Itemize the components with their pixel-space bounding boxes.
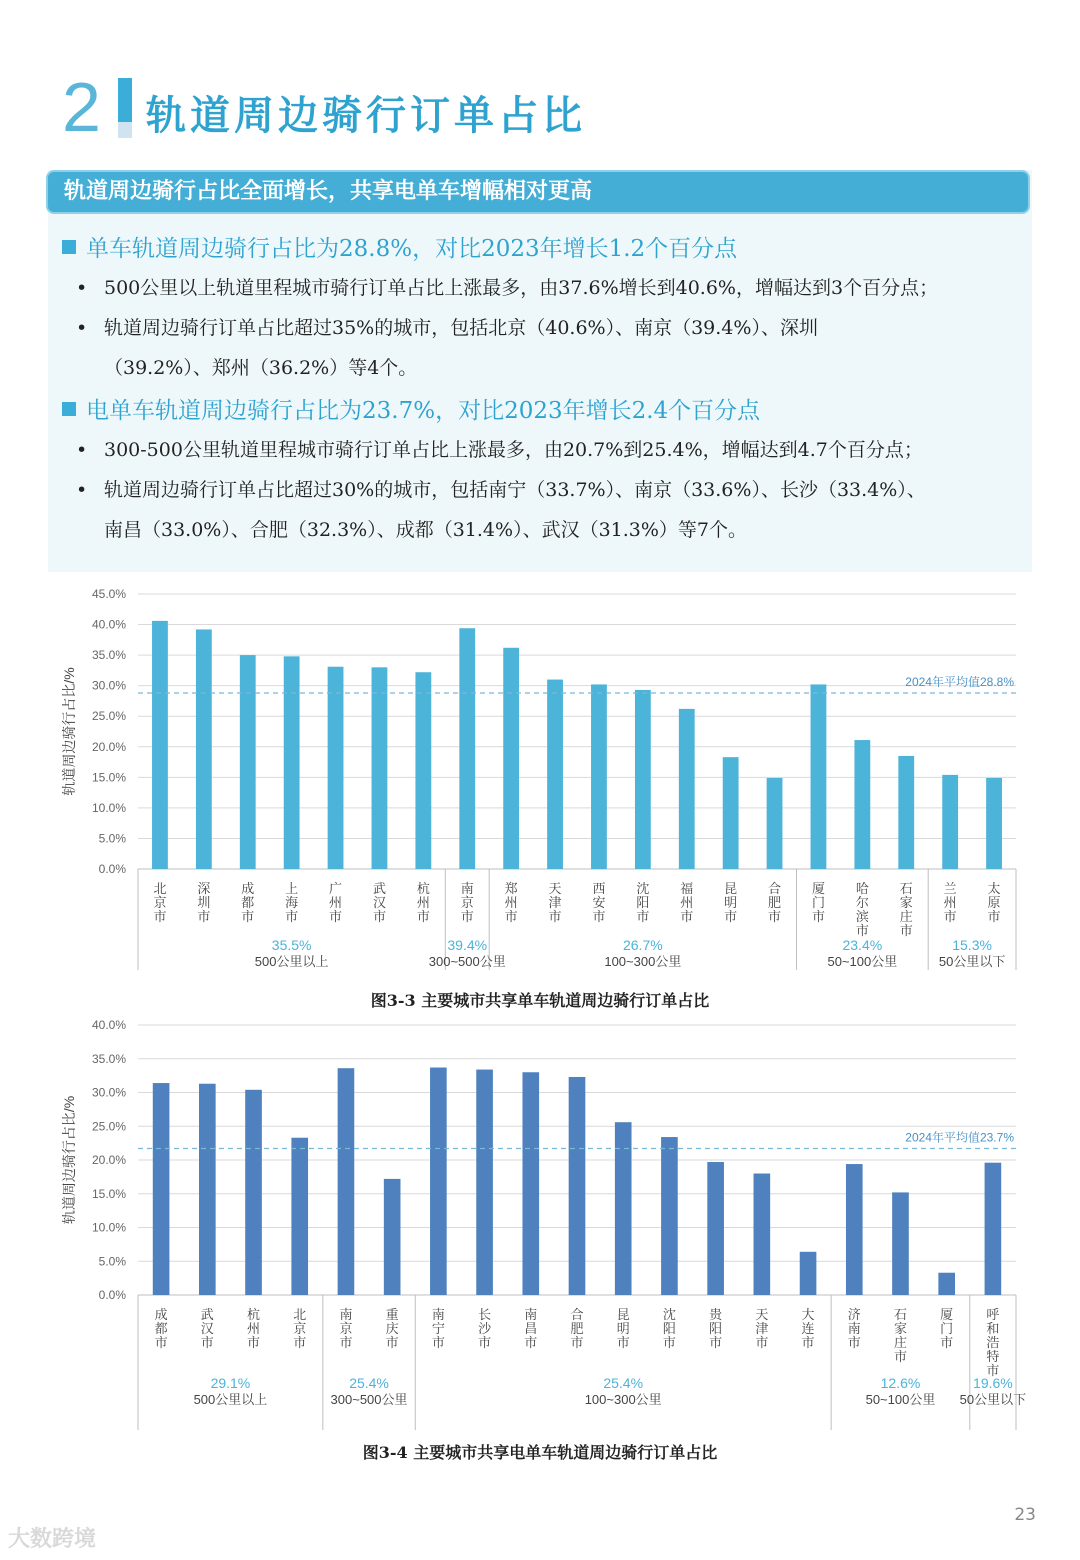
group-label: 50公里以下 <box>959 1392 1027 1407</box>
y-tick-label: 15.0% <box>91 770 126 785</box>
bar <box>811 684 827 869</box>
group-label: 100~300公里 <box>604 954 682 969</box>
bar <box>196 629 212 869</box>
bar <box>338 1068 355 1295</box>
bar <box>153 1083 170 1295</box>
x-category-label: 石家庄市 <box>899 881 913 938</box>
bike-bullet-2 <box>76 308 818 388</box>
group-label: 500公里以上 <box>254 954 329 969</box>
bullet-dot-icon: • <box>76 439 88 461</box>
group-label: 100~300公里 <box>584 1392 662 1407</box>
bullet-text-continued: （39.2%）、郑州（36.2%）等4个。 <box>104 357 418 379</box>
y-tick-label: 40.0% <box>91 1018 126 1032</box>
x-category-label: 石家庄市 <box>893 1307 907 1364</box>
summary-headline: 轨道周边骑行占比全面增长，共享电单车增幅相对更高 <box>46 170 1030 214</box>
bar <box>569 1077 586 1295</box>
watermark-logo: 大数跨境 <box>8 1527 97 1552</box>
bar <box>476 1070 493 1295</box>
bike-bullet-1 <box>76 268 938 308</box>
y-tick-label: 10.0% <box>91 800 126 815</box>
x-category-label: 厦门市 <box>940 1307 954 1350</box>
group-average-label: 25.4% <box>603 1375 644 1391</box>
bullet-text: 300-500公里轨道里程城市骑行订单占比上涨最多，由20.7%到25.4%，增幅达到4.7个百分点； <box>104 439 923 461</box>
average-label: 2024年平均值23.7% <box>905 1130 1014 1145</box>
section-title: 轨道周边骑行订单占比 <box>146 93 586 139</box>
x-category-label: 成都市 <box>241 881 255 924</box>
ebike-highlight <box>62 392 760 425</box>
x-category-label: 兰州市 <box>943 881 957 924</box>
y-tick-label: 5.0% <box>98 831 126 846</box>
group-label: 50~100公里 <box>865 1392 936 1407</box>
bar <box>245 1090 262 1295</box>
y-tick-label: 20.0% <box>91 739 126 754</box>
ebike-bullet-2 <box>76 470 926 550</box>
bullet-text: 轨道周边骑行订单占比超过35%的城市，包括北京（40.6%）、南京（39.4%）、深圳 <box>104 317 818 339</box>
square-bullet-icon <box>62 402 76 416</box>
x-category-label: 沈阳市 <box>662 1307 676 1350</box>
bar <box>328 667 344 869</box>
x-category-label: 成都市 <box>154 1307 168 1350</box>
y-axis-label: 轨道周边骑行占比/% <box>61 667 77 796</box>
x-category-label: 西安市 <box>592 881 606 924</box>
x-category-label: 大连市 <box>801 1307 815 1350</box>
y-axis-label: 轨道周边骑行占比/% <box>61 1095 77 1225</box>
bar <box>284 656 300 869</box>
x-category-label: 南宁市 <box>431 1307 445 1350</box>
bar <box>240 655 256 869</box>
y-tick-label: 40.0% <box>91 617 126 632</box>
y-tick-label: 35.0% <box>91 648 126 663</box>
bike-chart-caption: 图3-3 主要城市共享单车轨道周边骑行订单占比 <box>370 991 710 1010</box>
x-category-label: 太原市 <box>987 881 1001 924</box>
x-category-label: 南昌市 <box>524 1307 538 1350</box>
section-accent-bar <box>118 78 132 138</box>
x-category-label: 天津市 <box>755 1307 769 1350</box>
bar <box>938 1273 955 1295</box>
group-label: 300~500公里 <box>330 1392 408 1407</box>
bar <box>800 1252 817 1295</box>
bar <box>384 1179 401 1295</box>
x-category-label: 哈尔滨市 <box>855 881 869 938</box>
group-average-label: 39.4% <box>447 937 488 953</box>
y-tick-label: 25.0% <box>91 1119 126 1134</box>
bar <box>723 757 739 869</box>
group-average-label: 15.3% <box>952 937 992 953</box>
bar <box>591 684 607 869</box>
group-average-label: 26.7% <box>622 937 663 953</box>
y-tick-label: 25.0% <box>91 709 126 724</box>
x-category-label: 杭州市 <box>416 881 430 924</box>
bar <box>415 672 431 869</box>
group-average-label: 29.1% <box>210 1375 251 1391</box>
x-category-label: 合肥市 <box>570 1307 584 1350</box>
x-category-label: 昆明市 <box>616 1307 630 1350</box>
x-category-label: 济南市 <box>847 1307 861 1350</box>
group-average-label: 23.4% <box>842 937 883 953</box>
group-label: 300~500公里 <box>428 954 506 969</box>
bullet-text: 500公里以上轨道里程城市骑行订单占比上涨最多，由37.6%增长到40.6%，增幅达到3个百分点； <box>104 277 939 299</box>
x-category-label: 重庆市 <box>385 1307 399 1350</box>
bar <box>898 756 914 869</box>
group-average-label: 12.6% <box>880 1375 921 1391</box>
bullet-text-continued: 南昌（33.0%）、合肥（32.3%）、成都（31.4%）、武汉（31.3%）等7个。 <box>104 519 748 541</box>
bar <box>459 628 475 869</box>
x-category-label: 武汉市 <box>200 1307 214 1350</box>
bar <box>679 709 695 869</box>
bullet-dot-icon: • <box>76 479 88 501</box>
y-tick-label: 30.0% <box>91 678 126 693</box>
bar <box>942 775 958 869</box>
y-tick-label: 0.0% <box>98 1288 126 1302</box>
ebike-bullet-1 <box>76 430 923 470</box>
bar <box>707 1162 724 1295</box>
average-label: 2024年平均值28.8% <box>905 675 1014 689</box>
ebike-highlight-text: 电单车轨道周边骑行占比为23.7%，对比2023年增长2.4个百分点 <box>86 398 761 424</box>
y-tick-label: 15.0% <box>91 1186 126 1201</box>
bar <box>199 1084 216 1295</box>
y-tick-label: 35.0% <box>91 1051 126 1066</box>
group-label: 50~100公里 <box>827 954 898 969</box>
x-category-label: 福州市 <box>680 881 694 924</box>
bike-chart <box>0 580 1080 980</box>
x-category-label: 北京市 <box>153 881 167 924</box>
group-label: 500公里以上 <box>193 1392 268 1407</box>
y-tick-label: 0.0% <box>98 862 126 876</box>
x-category-label: 深圳市 <box>197 881 211 924</box>
x-category-label: 呼和浩特市 <box>986 1307 1000 1378</box>
bullet-dot-icon: • <box>76 317 88 339</box>
group-average-label: 35.5% <box>271 937 312 953</box>
bar <box>522 1072 539 1295</box>
bar <box>291 1138 308 1295</box>
bar <box>503 648 519 869</box>
x-category-label: 南京市 <box>460 881 474 924</box>
group-average-label: 19.6% <box>973 1375 1013 1391</box>
bar <box>985 1163 1002 1295</box>
bar <box>547 680 563 869</box>
x-category-label: 昆明市 <box>724 881 738 924</box>
x-category-label: 南京市 <box>339 1307 353 1350</box>
y-tick-label: 20.0% <box>91 1153 126 1167</box>
x-category-label: 武汉市 <box>372 881 386 924</box>
y-tick-label: 45.0% <box>91 587 126 601</box>
bar <box>854 740 870 869</box>
x-category-label: 厦门市 <box>811 881 825 924</box>
x-category-label: 贵阳市 <box>709 1307 723 1350</box>
ebike-chart-caption: 图3-4 主要城市共享电单车轨道周边骑行订单占比 <box>362 1443 718 1462</box>
bar <box>152 621 168 869</box>
x-category-label: 长沙市 <box>478 1307 492 1350</box>
x-category-label: 沈阳市 <box>636 881 650 924</box>
group-average-label: 25.4% <box>349 1375 389 1391</box>
bullet-dot-icon: • <box>76 277 88 299</box>
bike-highlight <box>62 230 737 263</box>
x-category-label: 杭州市 <box>247 1307 261 1350</box>
bar <box>635 690 651 869</box>
group-label: 50公里以下 <box>938 954 1006 969</box>
bar <box>430 1068 447 1295</box>
y-tick-label: 5.0% <box>98 1254 126 1269</box>
bar <box>846 1164 863 1295</box>
bar <box>986 778 1002 869</box>
bar <box>372 667 388 869</box>
bullet-text: 轨道周边骑行订单占比超过30%的城市，包括南宁（33.7%）、南京（33.6%）、长沙（33.4%）、 <box>104 479 926 501</box>
bar <box>754 1174 771 1296</box>
ebike-chart <box>0 1010 1080 1435</box>
x-category-label: 上海市 <box>285 881 299 924</box>
x-category-label: 郑州市 <box>504 881 518 924</box>
section-number: 2 <box>62 68 101 146</box>
y-tick-label: 10.0% <box>91 1220 126 1235</box>
square-bullet-icon <box>62 240 76 254</box>
x-category-label: 北京市 <box>293 1307 307 1350</box>
bike-highlight-text: 单车轨道周边骑行占比为28.8%，对比2023年增长1.2个百分点 <box>86 236 738 262</box>
x-category-label: 天津市 <box>548 881 562 924</box>
y-tick-label: 30.0% <box>91 1085 126 1100</box>
bar <box>767 778 783 869</box>
bar <box>892 1192 909 1295</box>
x-category-label: 合肥市 <box>768 881 782 924</box>
bar <box>661 1137 678 1295</box>
page-number: 23 <box>1014 1505 1036 1525</box>
x-category-label: 广州市 <box>329 881 343 924</box>
